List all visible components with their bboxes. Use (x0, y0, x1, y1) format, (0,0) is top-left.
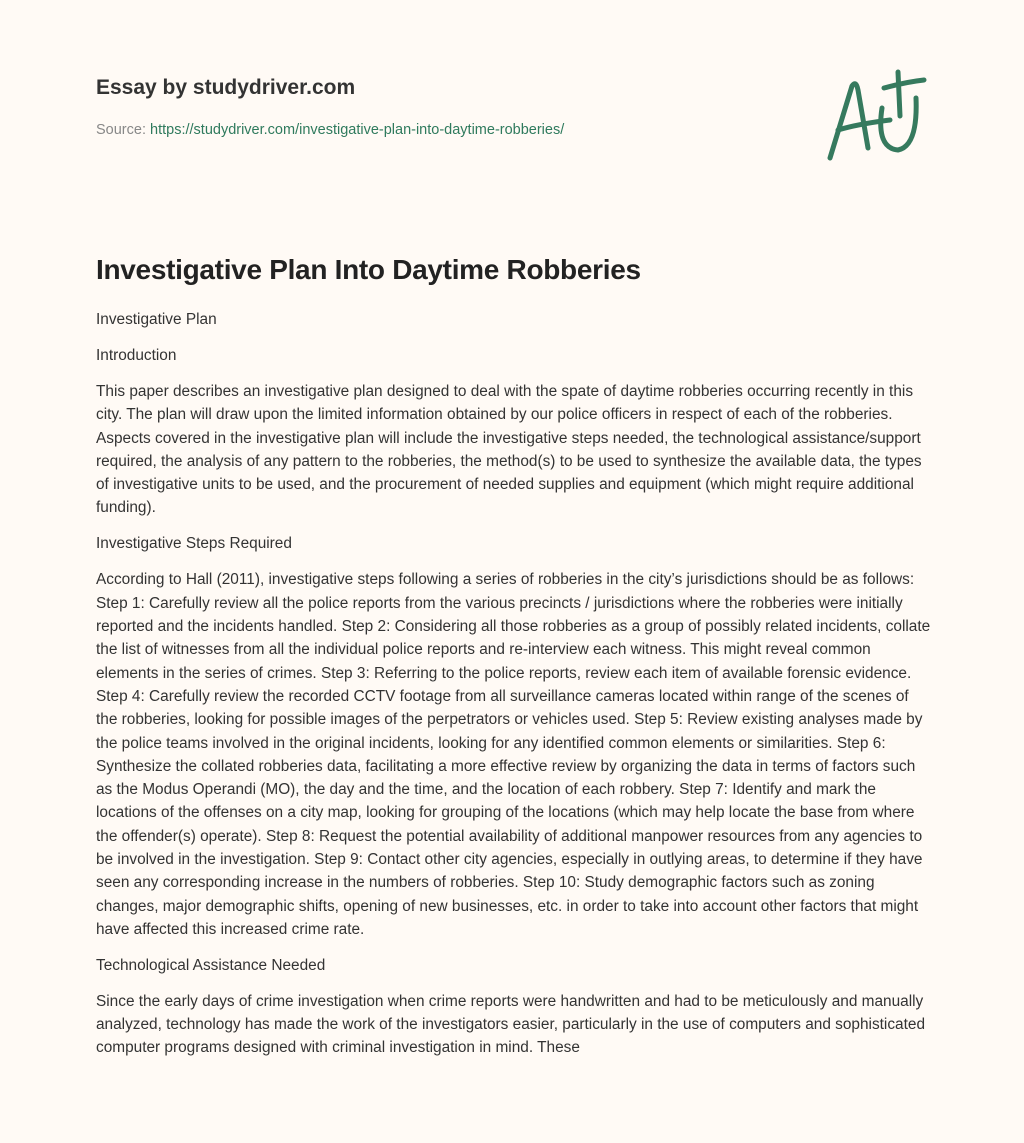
page-header (96, 76, 564, 138)
article-title: Investigative Plan Into Daytime Robberies (96, 254, 641, 285)
paragraph: Investigative Plan (96, 311, 217, 328)
article (96, 254, 932, 1072)
paragraph: Since the early days of crime investigation when crime reports were handwritten and had to be meticulously and manually analyzed, technology has made the work of the investigators easier, particularly in the use of computers and sophisticated computer programs designed with criminal investigation in mind. These (96, 992, 925, 1057)
site-title: Essay by studydriver.com (96, 76, 356, 99)
source-label: Source: (96, 122, 146, 138)
paragraph: According to Hall (2011), investigative steps following a series of robberies in the city’s jurisdictions should be as follows: Step 1: Carefully review all the police reports from the various precincts / jurisdictions where the robberies were initially reported and the incidents handled. Step 2: Considering all those robberies as a group of possibly related incidents, collate the list of witnesses from all the individual police reports and re-interview each witness. This might reveal common elements in the series of crimes. Step 3: Referring to the police reports, review each item of available forensic evidence. Step 4: Carefully review the recorded CCTV footage from all surveillance cameras located within range of the scenes of the robberies, looking for possible images of the perpetrators or vehicles used. Step 5: Review existing analyses made by the police teams involved in the original incidents, looking for any identified common elements or similarities. Step 6: Synthesize the collated robberies data, facilitating a more effective review by organizing the data in terms of factors such as the Modus Operandi (MO), the day and the time, and the location of each robbery. Step 7: Identify and mark the locations of the offenses on a city map, looking for grouping of the locations (which may help locate the base from where the offender(s) operate). Step 8: Request the potential availability of additional manpower resources from any agencies to be involved in the investigation. Step 9: Contact other city agencies, especially in outlying areas, to determine if they have seen any corresponding increase in the numbers of robberies. Step 10: Study demographic factors such as zoning changes, major demographic shifts, opening of new businesses, etc. in order to take into account other factors that might have affected this increased crime rate. (96, 571, 931, 938)
a-plus-logo-icon (820, 68, 930, 168)
source-line (96, 122, 564, 138)
paragraph: Introduction (96, 346, 177, 364)
paragraph: Investigative Steps Required (96, 535, 292, 553)
paragraph: This paper describes an investigative plan designed to deal with the spate of daytime robberies occurring recently in this city. The plan will draw upon the limited information obtained by our police officers in respect of each of the robberies. Aspects covered in the investigative plan will include the investigative steps needed, the technological assistance/support required, the analysis of any pattern to the robberies, the method(s) to be used to synthesize the available data, the types of investigative units to be used, and the procurement of needed supplies and equipment (which might require additional funding). (96, 382, 922, 517)
paragraph: Technological Assistance Needed (96, 956, 326, 974)
source-link[interactable]: https://studydriver.com/investigative-plan-into-daytime-robberies/ (150, 122, 565, 138)
